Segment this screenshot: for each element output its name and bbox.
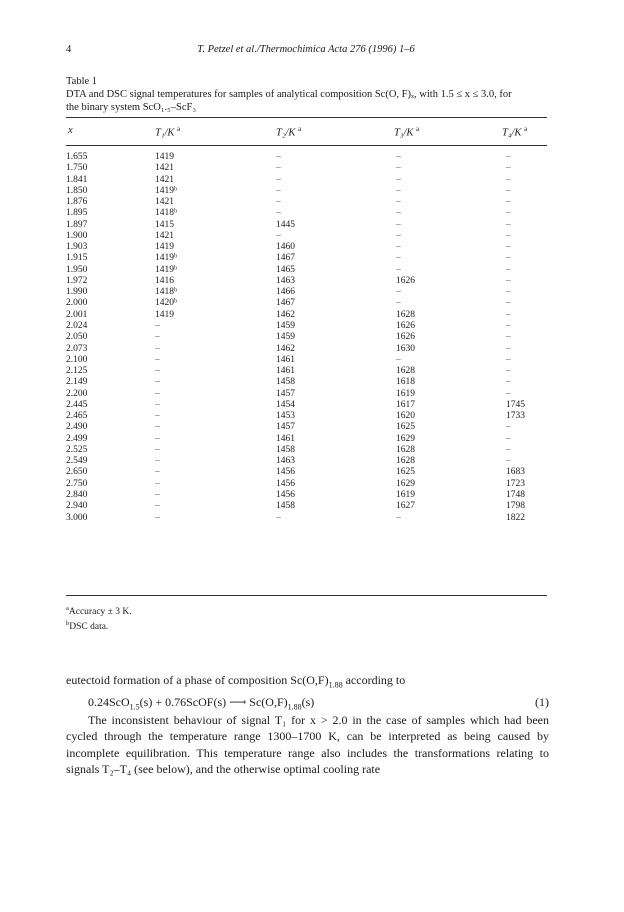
equation-1 (66, 694, 549, 712)
table-row (66, 501, 547, 512)
table-cell: 1.750 (66, 163, 88, 174)
table-row (66, 490, 547, 501)
table-cell: 2.650 (66, 467, 88, 478)
table-cell: 2.499 (66, 433, 88, 444)
table-row (66, 411, 547, 422)
table-cell: 1627 (396, 501, 415, 512)
table-cell: 1620 (396, 411, 415, 422)
table-cell: – (506, 287, 511, 298)
table-cell: – (155, 467, 160, 478)
table-cell: 2.940 (66, 501, 88, 512)
table-cell: – (506, 197, 511, 208)
table-row (66, 310, 547, 321)
table-cell: 1415 (155, 219, 174, 230)
table-cell: 3.000 (66, 512, 88, 523)
table-cell: – (155, 388, 160, 399)
table-row (66, 265, 547, 276)
table-cell: – (396, 197, 401, 208)
table-cell: – (396, 185, 401, 196)
table-cell: 1465 (276, 264, 295, 275)
table-cell: 1462 (276, 309, 295, 320)
table-cell: – (506, 332, 511, 343)
table-cell: 1456 (276, 489, 295, 500)
table-cell: 1.897 (66, 219, 88, 230)
table-cell: 2.490 (66, 422, 88, 433)
table-cell: – (155, 411, 160, 422)
table-cell: 1461 (276, 366, 295, 377)
table-cell: 1419 (155, 309, 174, 320)
table-cell: 1421 (155, 197, 174, 208)
table-cell: – (276, 174, 281, 185)
table-cell: 1.990 (66, 287, 88, 298)
table-cell: – (155, 343, 160, 354)
table-row (66, 434, 547, 445)
table-row (66, 445, 547, 456)
column-header-t2: T₂/K $^a$ (276, 125, 302, 139)
table-cell: – (506, 433, 511, 444)
table-cell: 1748 (506, 489, 525, 500)
table-cell: – (396, 253, 401, 264)
table-cell: 1463 (276, 456, 295, 467)
table-cell: 1454 (276, 399, 295, 410)
equation-text: 0.24ScO$_{1.5}$(s) + 0.76ScOF(s) ⟶ $Sc(O,F)_{1.88}(s)$ (88, 694, 315, 712)
table-cell: – (155, 478, 160, 489)
table-cell: 2.000 (66, 298, 88, 309)
table-cell: 1445 (276, 219, 295, 230)
table-row (66, 400, 547, 411)
table-cell: – (396, 208, 401, 219)
column-header-x: x (68, 125, 73, 136)
table-cell: – (506, 219, 511, 230)
table-cell: 1460 (276, 242, 295, 253)
table-cell: 1628 (396, 366, 415, 377)
table-cell: 1419 (155, 242, 174, 253)
table-cell: – (155, 320, 160, 331)
table-cell: – (276, 163, 281, 174)
footnote-b: $^b$DSC data. (66, 620, 109, 633)
column-header-t1: T₁/K $^a$ (155, 125, 181, 139)
table-cell: 1.903 (66, 242, 88, 253)
table-cell: 2.445 (66, 399, 88, 410)
table-cell: 1419ᵇ (155, 264, 177, 275)
table-header-row (66, 125, 547, 139)
footnote-a: $^a$Accuracy ± 3 K. (66, 605, 132, 618)
table-cell: 1628 (396, 444, 415, 455)
table-cell: 2.125 (66, 366, 88, 377)
table-cell: 1419ᵇ (155, 253, 177, 264)
table-cell: 1617 (396, 399, 415, 410)
table-row (66, 253, 547, 264)
table-cell: 1467 (276, 298, 295, 309)
table-cell: 1625 (396, 467, 415, 478)
table-cell: 1.876 (66, 197, 88, 208)
table-cell: 2.750 (66, 478, 88, 489)
table-caption (66, 75, 548, 114)
table-cell: 1626 (396, 275, 415, 286)
table-cell: 1453 (276, 411, 295, 422)
table-cell: 1619 (396, 489, 415, 500)
table-cell: – (506, 185, 511, 196)
table-cell: 1457 (276, 422, 295, 433)
table-cell: 1419ᵇ (155, 185, 177, 196)
table-cell: – (155, 422, 160, 433)
table-cell: 1625 (396, 422, 415, 433)
table-cell: – (506, 354, 511, 365)
table-row (66, 355, 547, 366)
table-cell: 1.950 (66, 264, 88, 275)
table-header-rule (66, 145, 547, 146)
table-cell: 1745 (506, 399, 525, 410)
table-row (66, 479, 547, 490)
table-cell: 1629 (396, 478, 415, 489)
table-cell: – (155, 512, 160, 523)
table-cell: 1626 (396, 332, 415, 343)
table-cell: 1421 (155, 163, 174, 174)
table-bottom-rule (66, 595, 547, 596)
page-number: 4 (66, 44, 72, 55)
table-cell: – (155, 354, 160, 365)
table-row (66, 276, 547, 287)
table-cell: 1630 (396, 343, 415, 354)
table-cell: – (506, 343, 511, 354)
table-cell: – (155, 489, 160, 500)
table-row (66, 186, 547, 197)
table-cell: 1.900 (66, 230, 88, 241)
table-cell: – (155, 456, 160, 467)
table-cell: – (506, 422, 511, 433)
table-cell: – (396, 219, 401, 230)
table-cell: 2.149 (66, 377, 88, 388)
table-cell: – (506, 275, 511, 286)
table-cell: 1456 (276, 478, 295, 489)
table-cell: – (396, 354, 401, 365)
paragraph-1: eutectoid formation of a phase of composition $Sc(O,F)_{1.88}$ according to (66, 673, 406, 690)
table-cell: – (155, 501, 160, 512)
table-footnotes (66, 603, 132, 633)
table-top-rule (66, 117, 547, 118)
table-row (66, 389, 547, 400)
table-caption-line-2: the binary system ScO₁.₅–ScF₃ (66, 102, 196, 113)
table-cell: – (396, 230, 401, 241)
column-header-t3: T₃/K $^a$ (394, 125, 420, 139)
table-cell: – (506, 298, 511, 309)
table-row (66, 287, 547, 298)
table-cell: – (506, 152, 511, 162)
table-cell: – (506, 456, 511, 467)
table-cell: 1458 (276, 444, 295, 455)
table-cell: – (396, 298, 401, 309)
table-cell: – (506, 320, 511, 331)
table-cell: – (506, 377, 511, 388)
table-cell: 1626 (396, 320, 415, 331)
table-cell: 2.050 (66, 332, 88, 343)
table-cell: – (396, 163, 401, 174)
table-cell: – (506, 264, 511, 275)
table-cell: – (276, 208, 281, 219)
table-cell: – (506, 230, 511, 241)
table-cell: – (396, 174, 401, 185)
table-cell: 1419 (155, 152, 174, 162)
table-row (66, 231, 547, 242)
table-cell: – (506, 366, 511, 377)
table-cell: 2.100 (66, 354, 88, 365)
table-cell: – (155, 332, 160, 343)
table-cell: 2.200 (66, 388, 88, 399)
table-cell: 1461 (276, 354, 295, 365)
table-cell: – (276, 185, 281, 196)
table-row (66, 208, 547, 219)
table-label: Table 1 (66, 76, 98, 87)
table-cell: – (155, 444, 160, 455)
table-cell: 1418ᵇ (155, 287, 177, 298)
table-cell: 1462 (276, 343, 295, 354)
table-cell: 1421 (155, 230, 174, 241)
table-cell: 1.972 (66, 275, 88, 286)
table-cell: 1628 (396, 456, 415, 467)
table-cell: 1457 (276, 388, 295, 399)
table-cell: 1461 (276, 433, 295, 444)
table-row (66, 422, 547, 433)
table-row (66, 513, 547, 524)
table-cell: – (396, 264, 401, 275)
paragraph-2: The inconsistent behaviour of signal T₁ for x > 2.0 in the case of samples which had been cycled through the temperature range 1300–1700 K, can be interpreted as being caused by incomplete equilibration. This temperature range also includes the transformations relating to signals T₂–T₄ (see below), and the otherwise optimal cooling rate (66, 712, 549, 777)
table-cell: 1459 (276, 320, 295, 331)
table-cell: 1619 (396, 388, 415, 399)
table-cell: – (276, 197, 281, 208)
table-cell: 2.525 (66, 444, 88, 455)
table-row (66, 242, 547, 253)
table-row (66, 377, 547, 388)
table-cell: 2.465 (66, 411, 88, 422)
table-cell: 1420ᵇ (155, 298, 177, 309)
table-cell: 1629 (396, 433, 415, 444)
table-cell: 1467 (276, 253, 295, 264)
table-cell: 1683 (506, 467, 525, 478)
table-cell: 1733 (506, 411, 525, 422)
equation-number: (1) (535, 694, 549, 709)
table-cell: – (155, 366, 160, 377)
table-cell: 2.840 (66, 489, 88, 500)
table-cell: – (396, 512, 401, 523)
table-row (66, 467, 547, 478)
table-cell: 1.895 (66, 208, 88, 219)
table-cell: – (506, 208, 511, 219)
table-cell: 2.001 (66, 309, 88, 320)
table-caption-line-1: DTA and DSC signal temperatures for samples of analytical composition Sc(O, F)ₓ, with 1.5 ≤ x ≤ 3.0, for (66, 89, 512, 100)
column-header-t4: T₄/K $^a$ (502, 125, 528, 139)
table-cell: – (276, 152, 281, 162)
table-cell: – (276, 230, 281, 241)
table-cell: – (396, 287, 401, 298)
table-row (66, 197, 547, 208)
table-cell: 1.850 (66, 185, 88, 196)
table-row (66, 298, 547, 309)
table-cell: 1628 (396, 309, 415, 320)
table-cell: – (155, 399, 160, 410)
table-cell: 1456 (276, 467, 295, 478)
running-header (66, 44, 546, 58)
table-cell: – (506, 242, 511, 253)
table-cell: 1459 (276, 332, 295, 343)
table-cell: – (276, 512, 281, 523)
table-row (66, 456, 547, 467)
table-cell: – (506, 174, 511, 185)
table-cell: – (396, 152, 401, 162)
table-cell: – (396, 242, 401, 253)
table-row (66, 332, 547, 343)
table-cell: 1458 (276, 501, 295, 512)
table-row (66, 366, 547, 377)
table-cell: 1.915 (66, 253, 88, 264)
table-cell: 1822 (506, 512, 525, 523)
table-cell: 1723 (506, 478, 525, 489)
table-cell: 1618 (396, 377, 415, 388)
table-cell: 1466 (276, 287, 295, 298)
table-row (66, 152, 547, 163)
table-cell: 2.073 (66, 343, 88, 354)
table-cell: – (506, 444, 511, 455)
table-row (66, 220, 547, 231)
table-row (66, 163, 547, 174)
table-row (66, 321, 547, 332)
table-cell: 1.841 (66, 174, 88, 185)
table-cell: – (506, 388, 511, 399)
table-row (66, 175, 547, 186)
table-cell: 1421 (155, 174, 174, 185)
table-cell: – (506, 253, 511, 264)
table-cell: – (155, 433, 160, 444)
table-cell: 1418ᵇ (155, 208, 177, 219)
running-title: T. Petzel et al./Thermochimica Acta 276 (1996) 1–6 (197, 44, 415, 55)
table-row (66, 344, 547, 355)
table-cell: – (506, 309, 511, 320)
table-cell: – (506, 163, 511, 174)
table-cell: – (155, 377, 160, 388)
table-cell: 2.549 (66, 456, 88, 467)
table-cell: 1798 (506, 501, 525, 512)
table-cell: 1463 (276, 275, 295, 286)
table-cell: 2.024 (66, 320, 88, 331)
body-text (66, 672, 549, 778)
table-cell: 1.655 (66, 152, 88, 162)
table-cell: 1458 (276, 377, 295, 388)
table-body (66, 152, 547, 524)
table-cell: 1416 (155, 275, 174, 286)
